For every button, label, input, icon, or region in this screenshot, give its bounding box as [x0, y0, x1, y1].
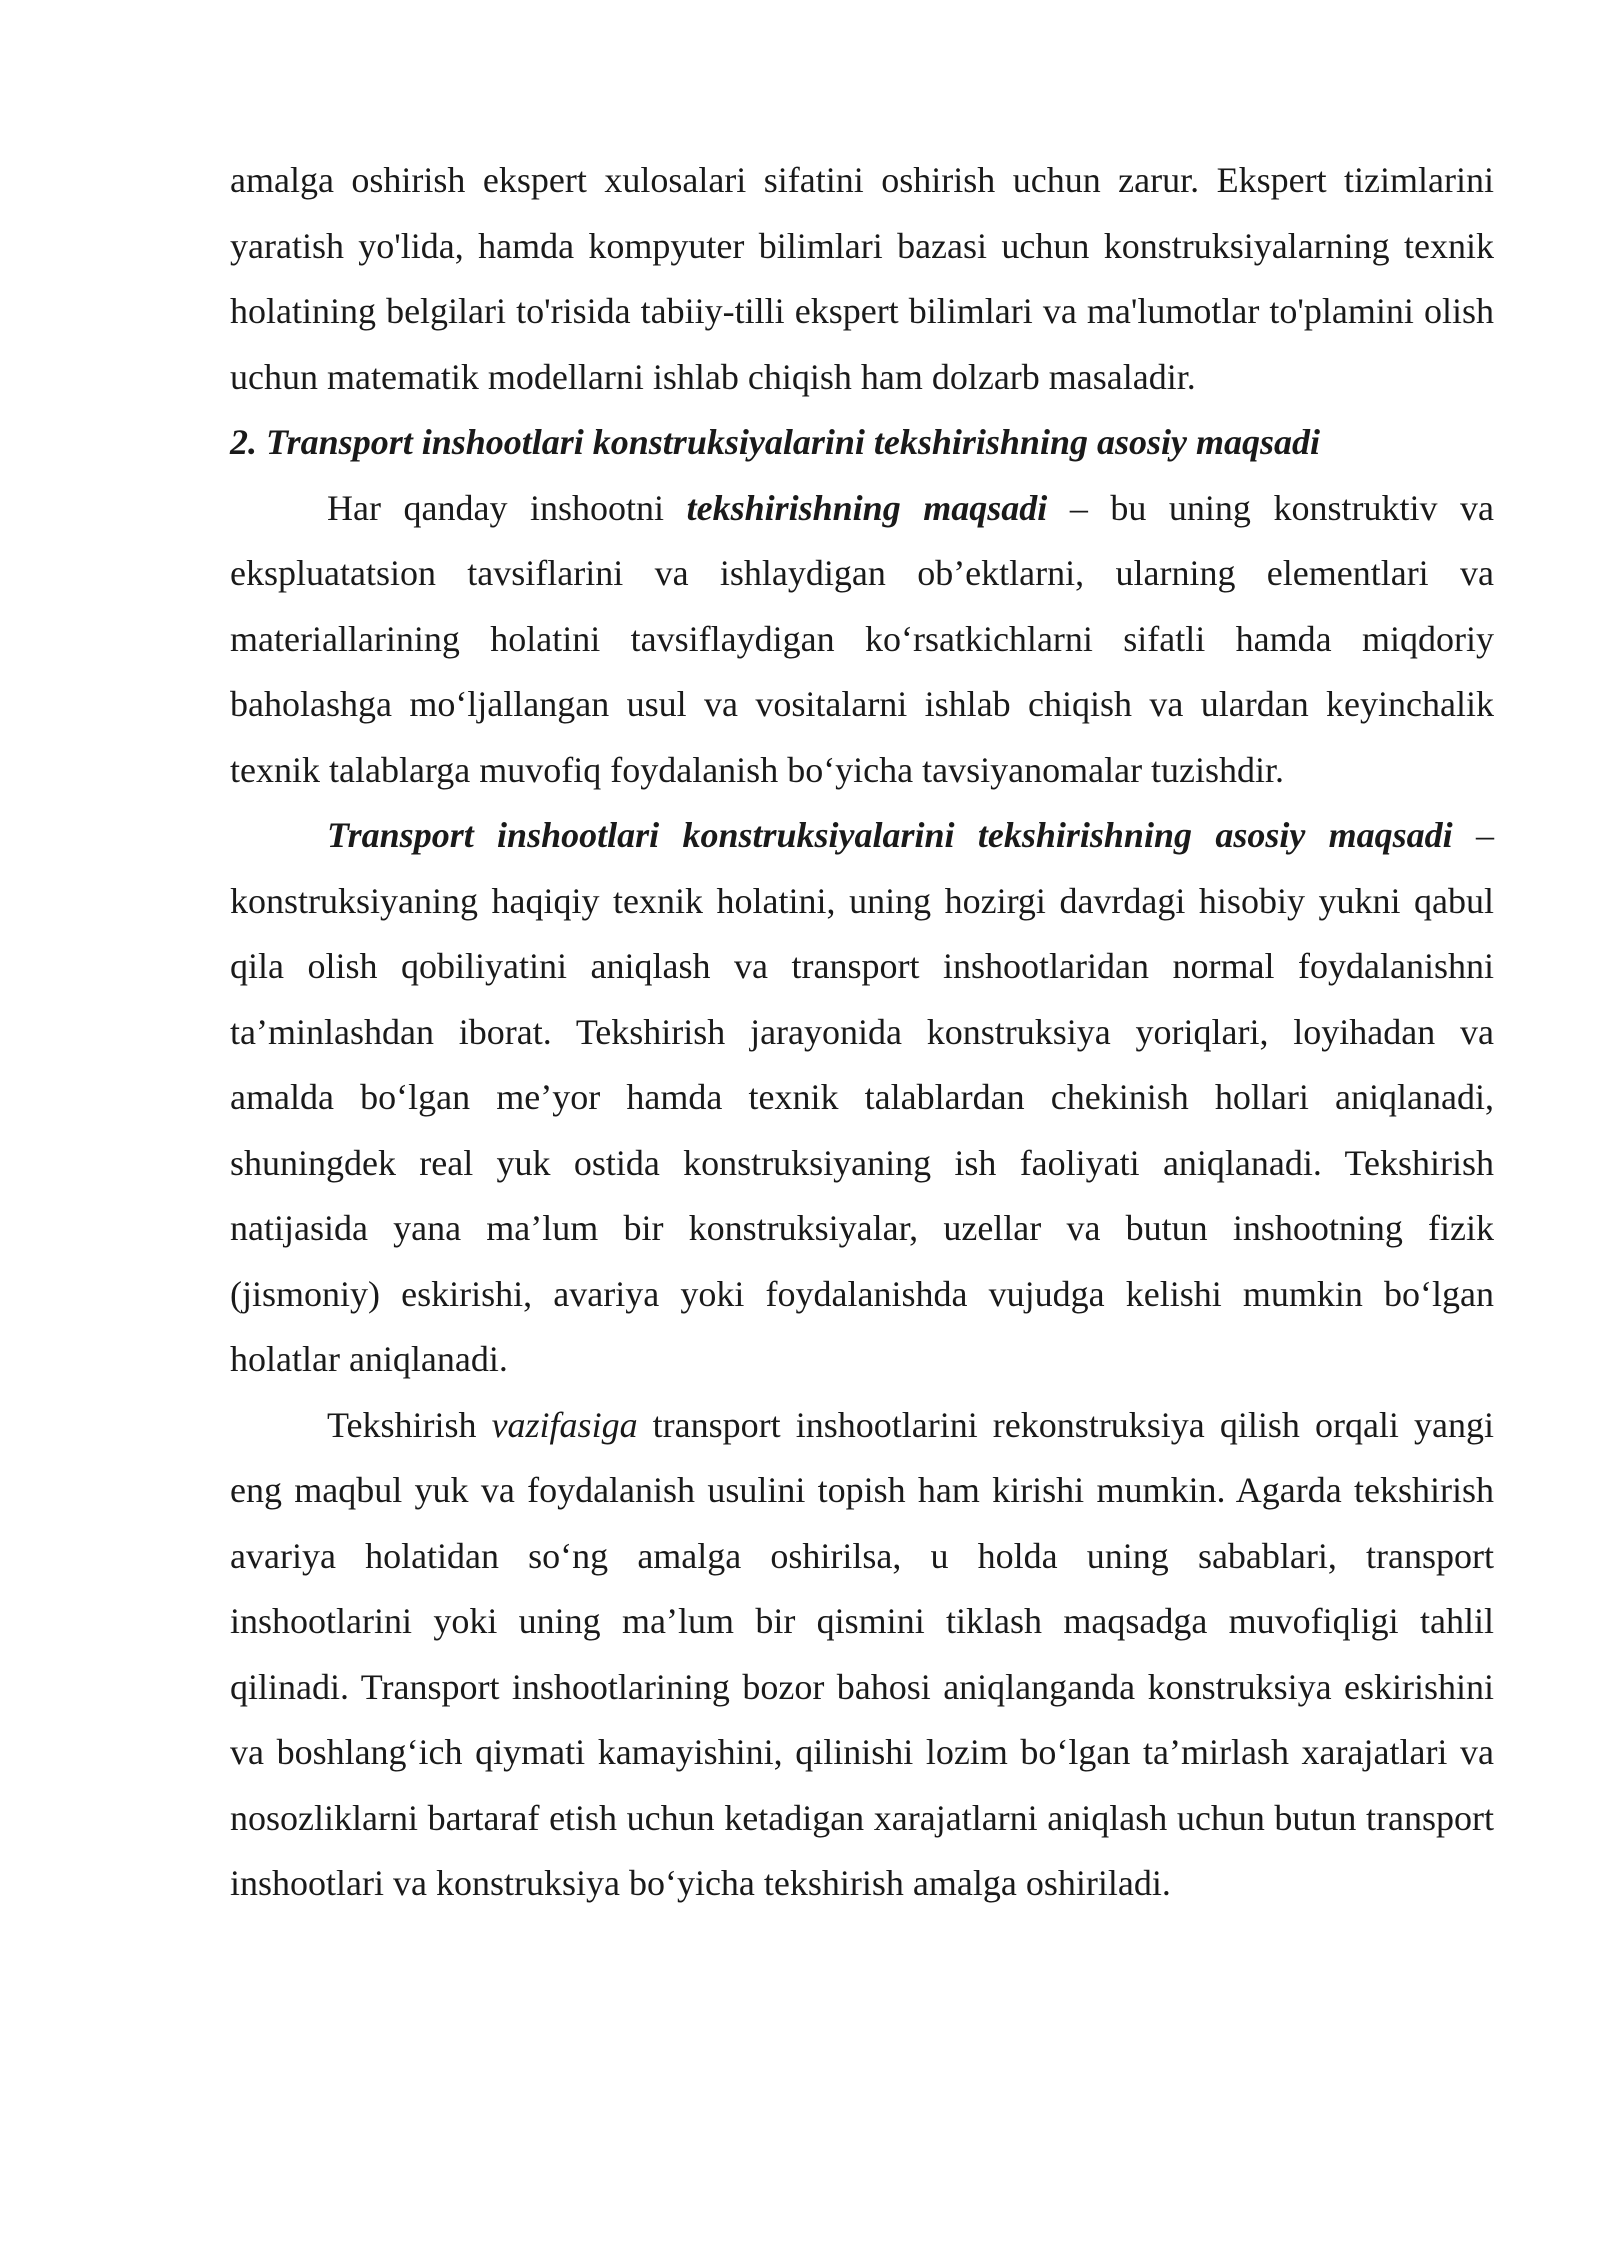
paragraph-continuation-text: amalga oshirish ekspert xulosalari sifatini oshirish uchun zarur. Ekspert tizimlarini yaratish yo'lida, hamda kompyuter bilimlari bazasi uchun konstruksiyalarning texnik holatining belgilari to'risida tabiiy-tilli ekspert bilimlari va ma'lumotlar to'plamini olish uchun matematik modellarni ishlab chiqish ham dolzarb masaladir. — [230, 160, 1494, 397]
emphasized-term: tekshirishning maqsadi — [686, 487, 1048, 528]
paragraph-lead-text: Har qanday inshootni — [327, 487, 687, 528]
paragraph-body-text: – bu uning konstruktiv va ekspluatatsion tavsiflarini va ishlaydigan ob’ektlarni, ularning elementlari va materiallarining holatini tavsiflaydigan ko‘rsatkichlarni sifatli hamda miqdoriy baholashga mo‘ljallangan usul va vositalarni ishlab chiqish va ulardan keyinchalik texnik talablarga muvofiq foydalanish bo‘yicha tavsiyanomalar tuzishdir. — [230, 487, 1495, 790]
paragraph-body-text: – konstruksiyaning haqiqiy texnik holatini, uning hozirgi davrdagi hisobiy yukni qabul qila olish qobiliyatini aniqlash va transport inshootlaridan normal foydalanishni ta’minlashdan iborat. Tekshirish jarayonida konstruksiya yoriqlari, loyihadan va amalda bo‘lgan me’yor hamda texnik talablardan chekinish hollari aniqlanadi, shuningdek real yuk ostida konstruksiyaning ish faoliyati aniqlanadi. Tekshirish natijasida yana ma’lum bir konstruksiyalar, uzellar va butun inshootning fizik (jismoniy) eskirishi, avariya yoki foydalanishda vujudga kelishi mumkin bo‘lgan holatlar aniqlanadi. — [230, 815, 1495, 1379]
paragraph-lead-text: Tekshirish — [327, 1404, 492, 1445]
paragraph-task — [230, 1393, 1494, 1917]
italic-term: vazifasiga — [491, 1404, 638, 1445]
paragraph-purpose-definition — [230, 476, 1494, 804]
paragraph-continuation — [230, 148, 1494, 410]
paragraph-body-text: transport inshootlarini rekonstruksiya qilish orqali yangi eng maqbul yuk va foydalanish usulini topish ham kirishi mumkin. Agarda tekshirish avariya holatidan so‘ng amalga oshirilsa, u holda uning sabablari, transport inshootlarini yoki uning ma’lum bir qismini tiklash maqsadga muvofiqligi tahlil qilinadi. Transport inshootlarining bozor bahosi aniqlanganda konstruksiya eskirishini va boshlang‘ich qiymati kamayishini, qilinishi lozim bo‘lgan ta’mirlash xarajatlari va nosozliklarni bartaraf etish uchun ketadigan xarajatlarni aniqlash uchun butun transport inshootlari va konstruksiya bo‘yicha tekshirish amalga oshiriladi. — [230, 1404, 1494, 1903]
paragraph-main-purpose — [230, 803, 1494, 1393]
emphasized-term: Transport inshootlari konstruksiyalarini tekshirishning asosiy maqsadi — [327, 815, 1453, 855]
section-heading: 2. Transport inshootlari konstruksiyalarini tekshirishning asosiy maqsadi — [230, 422, 1320, 462]
document-page — [230, 148, 1494, 1917]
